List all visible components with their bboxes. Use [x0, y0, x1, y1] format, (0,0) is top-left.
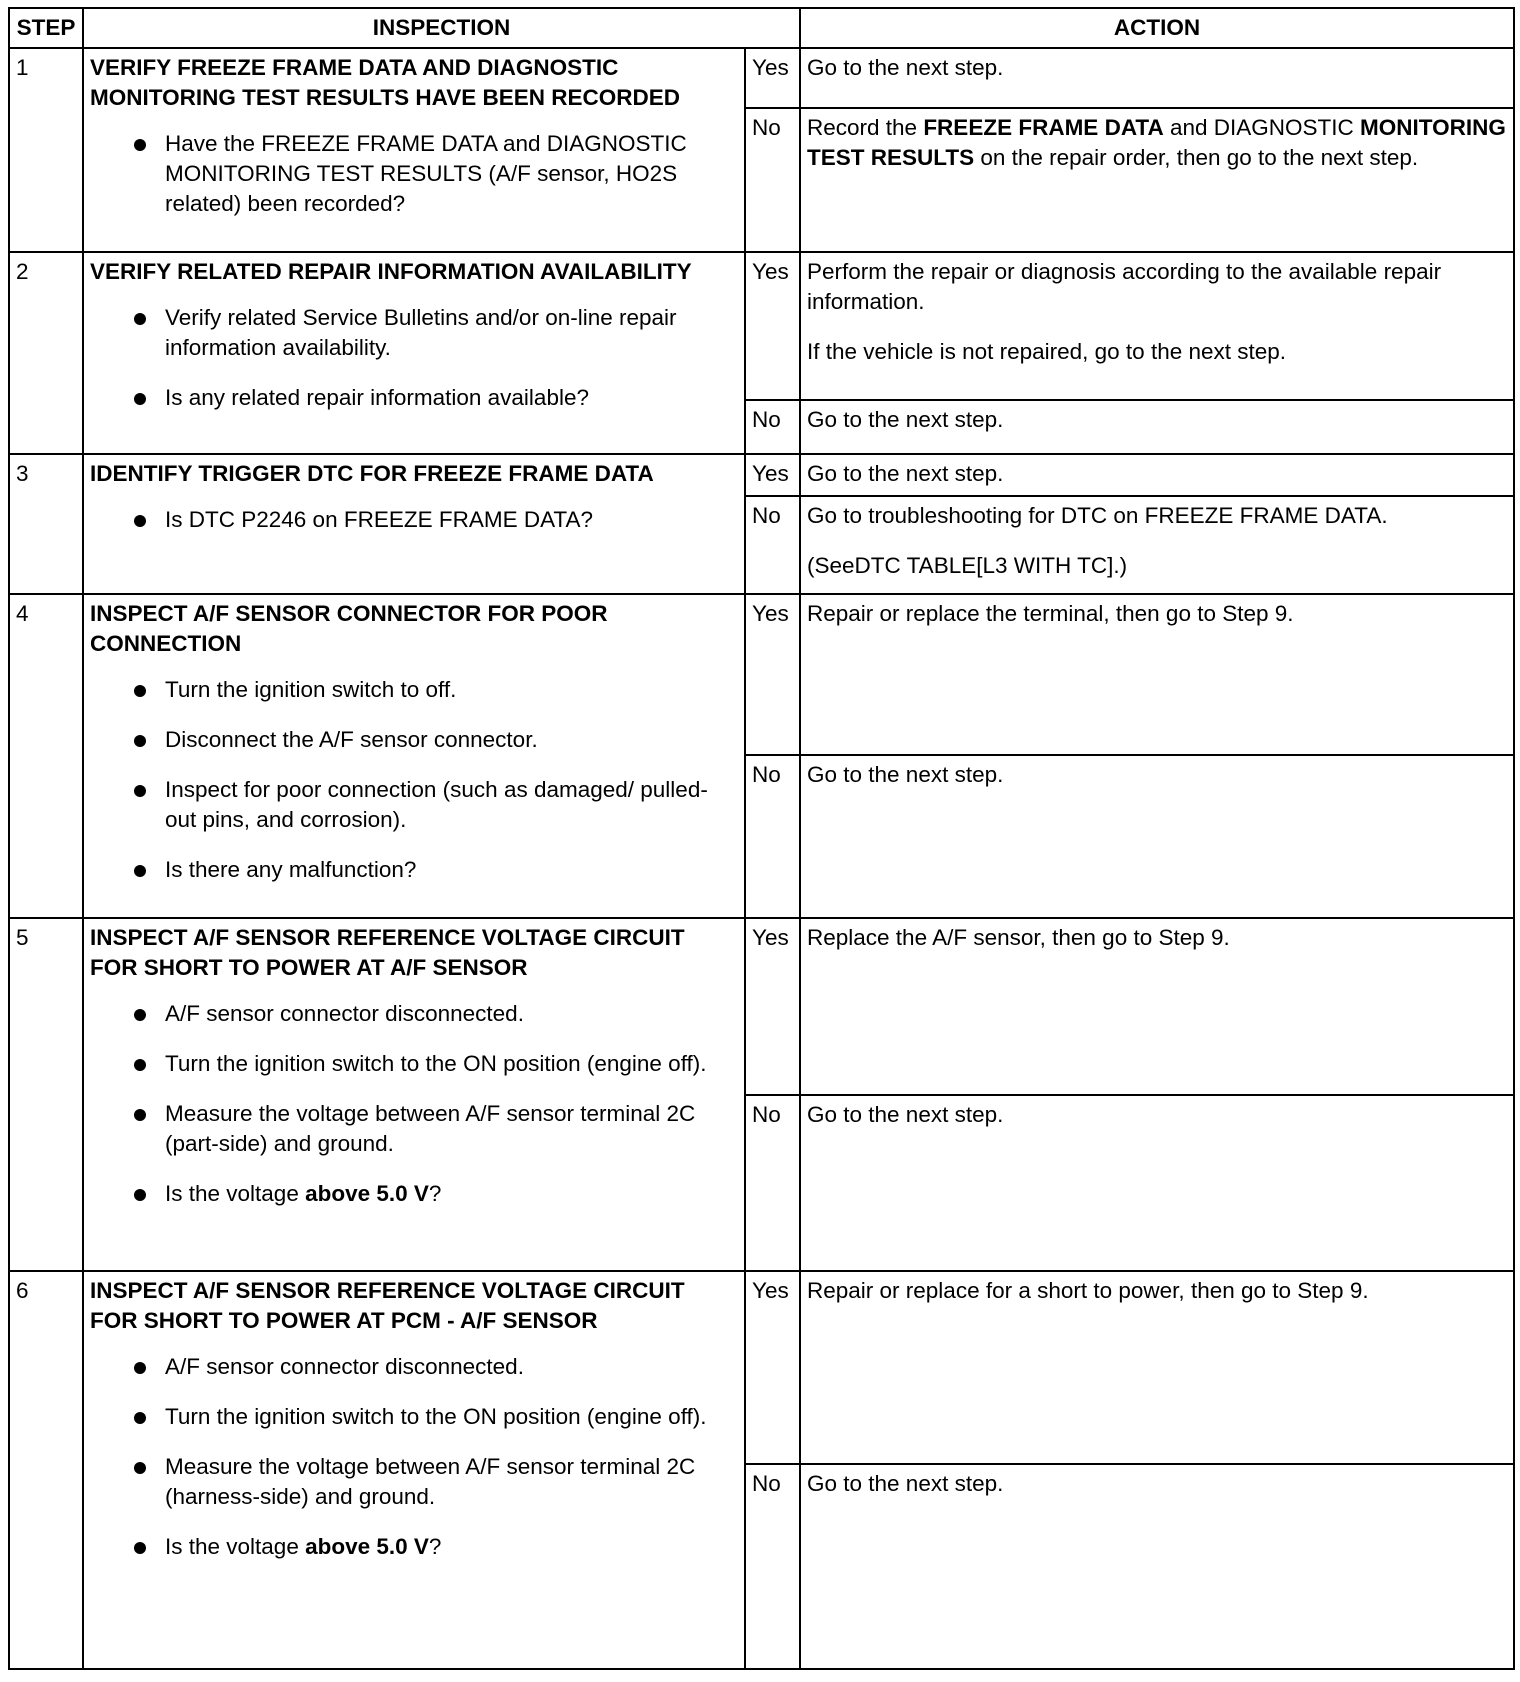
bullet-text-part: ?: [428, 1181, 442, 1206]
bullet-icon: [134, 785, 146, 797]
action-text: Go to troubleshooting for DTC on FREEZE FRAME DATA.: [807, 503, 1388, 528]
step-5-yes-row: [9, 918, 1514, 1095]
step-3-inspection: [83, 454, 745, 594]
step-3-bullets: [90, 505, 738, 535]
step-number: 2: [9, 252, 83, 454]
step-number: 1: [9, 48, 83, 252]
step-5-bullets: [90, 999, 738, 1209]
action-text-part: and DIAGNOSTIC: [1163, 115, 1361, 140]
bullet-text: Verify related Service Bulletins and/or on-line repair information availability.: [165, 305, 677, 360]
bullet-icon: [134, 1189, 146, 1201]
bullet-text: A/F sensor connector disconnected.: [165, 1001, 524, 1026]
yes-action: [800, 1271, 1514, 1464]
bullet-item: [165, 999, 738, 1029]
yes-action: [800, 454, 1514, 496]
step-3-yes-row: [9, 454, 1514, 496]
step-4-inspection: [83, 594, 745, 918]
no-label: No: [745, 108, 800, 252]
bullet-text: Measure the voltage between A/F sensor terminal 2C (part-side) and ground.: [165, 1101, 696, 1156]
header-inspection: INSPECTION: [83, 8, 800, 48]
action-text-bold: MONITORING TEST RESULTS: [807, 115, 1506, 170]
bullet-item: [165, 1049, 738, 1079]
action-text: [807, 113, 1507, 173]
bullet-text: Turn the ignition switch to the ON position (engine off).: [165, 1051, 707, 1076]
bullet-item: [165, 129, 738, 219]
bullet-text-part: ?: [428, 1534, 442, 1559]
bullet-icon: [134, 735, 146, 747]
step-4-yes-row: [9, 594, 1514, 755]
bullet-icon: [134, 515, 146, 527]
bullet-item: [165, 1402, 738, 1432]
no-action: [800, 400, 1514, 454]
step-title: INSPECT A/F SENSOR CONNECTOR FOR POOR CONNECTION: [90, 601, 608, 656]
bullet-item: [165, 1452, 738, 1512]
step-1-inspection: [83, 48, 745, 252]
diagnostic-table: [8, 7, 1515, 1670]
action-text-part: Record the: [807, 115, 924, 140]
no-label: No: [745, 1095, 800, 1271]
step-number: 4: [9, 594, 83, 918]
step-number: 6: [9, 1271, 83, 1669]
bullet-text: Disconnect the A/F sensor connector.: [165, 727, 538, 752]
yes-label: Yes: [745, 48, 800, 108]
bullet-item: [165, 1099, 738, 1159]
bullet-icon: [134, 393, 146, 405]
yes-label: Yes: [745, 594, 800, 755]
bullet-text: A/F sensor connector disconnected.: [165, 1354, 524, 1379]
step-1-bullets: [90, 129, 738, 219]
step-title: VERIFY RELATED REPAIR INFORMATION AVAILABILITY: [90, 259, 692, 284]
bullet-icon: [134, 1362, 146, 1374]
bullet-text: Turn the ignition switch to off.: [165, 677, 457, 702]
step-4-bullets: [90, 675, 738, 885]
bullet-item: [165, 505, 738, 535]
bullet-item: [165, 675, 738, 705]
step-6-bullets: [90, 1352, 738, 1562]
action-text: Go to the next step.: [807, 407, 1004, 432]
header-step: STEP: [9, 8, 83, 48]
bullet-text: Inspect for poor connection (such as damaged/ pulled-out pins, and corrosion).: [165, 777, 708, 832]
bullet-icon: [134, 1009, 146, 1021]
action-text: If the vehicle is not repaired, go to the next step.: [807, 339, 1287, 364]
bullet-text-part: Is the voltage: [165, 1534, 306, 1559]
action-text: Go to the next step.: [807, 1471, 1004, 1496]
bullet-icon: [134, 313, 146, 325]
step-title: INSPECT A/F SENSOR REFERENCE VOLTAGE CIRCUIT FOR SHORT TO POWER AT PCM - A/F SENSOR: [90, 1278, 685, 1333]
action-text: Go to the next step.: [807, 55, 1004, 80]
step-number: 3: [9, 454, 83, 594]
step-title: IDENTIFY TRIGGER DTC FOR FREEZE FRAME DATA: [90, 461, 654, 486]
no-label: No: [745, 1464, 800, 1669]
bullet-icon: [134, 1412, 146, 1424]
bullet-text: Have the FREEZE FRAME DATA and DIAGNOSTIC MONITORING TEST RESULTS (A/F sensor, HO2S related) been recorded?: [165, 131, 687, 216]
yes-label: Yes: [745, 1271, 800, 1464]
bullet-item: [165, 1179, 738, 1209]
bullet-item: [165, 1352, 738, 1382]
bullet-item: [165, 725, 738, 755]
yes-action: [800, 252, 1514, 400]
step-number: 5: [9, 918, 83, 1271]
action-text: Go to the next step.: [807, 461, 1004, 486]
no-label: No: [745, 496, 800, 594]
action-text: (SeeDTC TABLE[L3 WITH TC].): [807, 553, 1128, 578]
bullet-icon: [134, 1059, 146, 1071]
bullet-icon: [134, 865, 146, 877]
bullet-item: [165, 775, 738, 835]
yes-action: [800, 594, 1514, 755]
no-label: No: [745, 755, 800, 918]
bullet-item: [165, 855, 738, 885]
no-label: No: [745, 400, 800, 454]
action-text: Go to the next step.: [807, 1102, 1004, 1127]
step-2-inspection: [83, 252, 745, 454]
no-action: [800, 108, 1514, 252]
step-title: INSPECT A/F SENSOR REFERENCE VOLTAGE CIRCUIT FOR SHORT TO POWER AT A/F SENSOR: [90, 925, 685, 980]
step-2-bullets: [90, 303, 738, 413]
bullet-text: Is DTC P2246 on FREEZE FRAME DATA?: [165, 507, 594, 532]
action-text: Repair or replace for a short to power, then go to Step 9.: [807, 1278, 1369, 1303]
bullet-icon: [134, 685, 146, 697]
yes-action: [800, 918, 1514, 1095]
action-text-part: on the repair order, then go to the next step.: [974, 145, 1419, 170]
bullet-item: [165, 1532, 738, 1562]
bullet-text: Turn the ignition switch to the ON position (engine off).: [165, 1404, 707, 1429]
header-row: [9, 8, 1514, 48]
bullet-icon: [134, 1109, 146, 1121]
step-2-yes-row: [9, 252, 1514, 400]
bullet-icon: [134, 139, 146, 151]
yes-label: Yes: [745, 454, 800, 496]
bullet-text-part: Is the voltage: [165, 1181, 306, 1206]
no-action: [800, 755, 1514, 918]
header-action: ACTION: [800, 8, 1514, 48]
bullet-text: Measure the voltage between A/F sensor terminal 2C (harness-side) and ground.: [165, 1454, 696, 1509]
action-text: Repair or replace the terminal, then go to Step 9.: [807, 601, 1294, 626]
bullet-text: Is any related repair information available?: [165, 385, 589, 410]
yes-label: Yes: [745, 918, 800, 1095]
yes-label: Yes: [745, 252, 800, 400]
no-action: [800, 1095, 1514, 1271]
step-1-yes-row: [9, 48, 1514, 108]
step-6-inspection: [83, 1271, 745, 1669]
step-title: VERIFY FREEZE FRAME DATA AND DIAGNOSTIC MONITORING TEST RESULTS HAVE BEEN RECORDED: [90, 55, 681, 110]
yes-action: [800, 48, 1514, 108]
bullet-item: [165, 383, 738, 413]
bullet-icon: [134, 1462, 146, 1474]
action-text: Go to the next step.: [807, 762, 1004, 787]
step-5-inspection: [83, 918, 745, 1271]
bullet-text: Is there any malfunction?: [165, 857, 417, 882]
bullet-icon: [134, 1542, 146, 1554]
no-action: [800, 496, 1514, 594]
no-action: [800, 1464, 1514, 1669]
action-text: Replace the A/F sensor, then go to Step 9.: [807, 925, 1230, 950]
bullet-text-bold: above 5.0 V: [305, 1534, 429, 1559]
action-text-bold: FREEZE FRAME DATA: [923, 115, 1164, 140]
bullet-item: [165, 303, 738, 363]
step-6-yes-row: [9, 1271, 1514, 1464]
bullet-text-bold: above 5.0 V: [305, 1181, 429, 1206]
action-text: Perform the repair or diagnosis according to the available repair information.: [807, 259, 1442, 314]
